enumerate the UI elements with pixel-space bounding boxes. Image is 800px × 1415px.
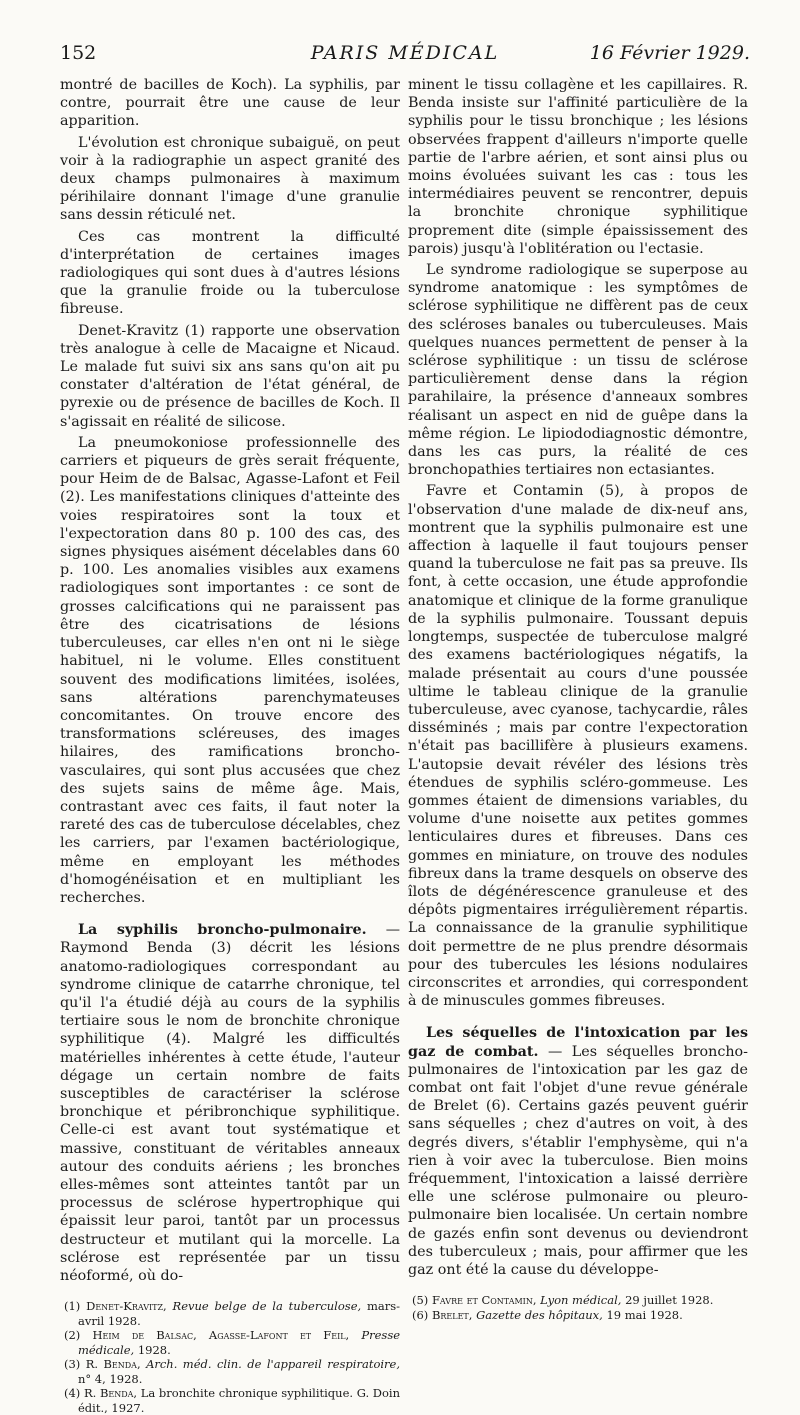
page-number: 152 [60, 42, 97, 64]
page-header [60, 40, 750, 76]
paragraph: montré de bacilles de Koch). La syphilis, par contre, pourrait être une cause de leur apparition. [60, 77, 400, 130]
paragraph: L'évolution est chronique subaiguë, on peut voir à la radiographie un aspect granité des deux champs pulmonaires à maximum périhilaire donnant l'image d'une granulie sans dessin réticulé net. [60, 134, 400, 224]
section-body: — Raymond Benda (3) décrit les lésions anatomo-radiologiques correspondant au syndrome clinique de catarrhe chronique, tel qu'il l'a étudié déjà au cours de la syphilis tertiaire sous le nom de bronchite chronique syphilitique (4). Malgré les difficultés matérielles inhérentes à cette étude, l'auteur dégage un certain nombre de faits susceptibles de caractériser la sclérose bronchique et péribronchique syphilitique. Celle-ci est avant tout systématique et massive, constituant de véritables anneaux autour des conduits aériens ; les bronches elles-mêmes sont atteintes tantôt par un processus de sclérose hypertrophique qui épaissit leur paroi, tantôt par un processus destructeur et mutilant qui la morcelle. La sclérose est représentée par un tissu néoformé, où do- [60, 922, 400, 1284]
journal-title: PARIS MÉDICAL [310, 42, 500, 64]
left-column [60, 76, 400, 1415]
footnote: (2) Heim de Balsac, Agasse-Lafont et Feil, Presse médicale, 1928. [64, 1328, 401, 1357]
issue-date: 16 Février 1929. [589, 42, 750, 64]
paragraph: minent le tissu collagène et les capillaires. R. Benda insiste sur l'affinité particulière de la syphilis pour le tissu bronchique ; les lésions observées frappent d'ailleurs n'importe quelle partie de l'arbre aérien, et sont ainsi plus ou moins évoluées suivant les cas : tous les intermédiaires peuvent se rencontrer, depuis la bronchite chronique syphilitique proprement dite (simple épaississement des parois) jusqu'à l'oblitération ou l'ectasie. [408, 77, 748, 257]
footnote: (6) Brelet, Gazette des hôpitaux, 19 mai 1928. [412, 1307, 683, 1322]
section-heading: La syphilis broncho-pulmonaire. [78, 922, 367, 939]
paragraph: Denet-Kravitz (1) rapporte une observation très analogue à celle de Macaigne et Nicaud. Le malade fut suivi six ans sans qu'on ait pu constater d'altération de l'état général, de pyrexie ou de présence de bacilles de Koch. Il s'agissait en réalité de silicose. [60, 322, 400, 430]
paragraph: Le syndrome radiologique se superpose au syndrome anatomique : les symptômes de sclérose syphilitique ne diffèrent pas de ceux des scléroses banales ou tuberculeuses. Mais quelques nuances permettent de penser à la sclérose syphilitique : un tissu de sclérose particulièrement dense dans la région parahilaire, la présence d'anneaux sombres réalisant un aspect en nid de guêpe dans la même région. Le lipiododiagnostic démontre, dans les cas purs, la réalité de ces bronchopathies tertiaires non ectasiantes. [408, 262, 748, 479]
footnotes [60, 1299, 400, 1415]
footnote: (3) R. Benda, Arch. méd. clin. de l'appareil respiratoire, n° 4, 1928. [64, 1357, 400, 1386]
section-paragraph [408, 1024, 748, 1279]
section-body: — Les séquelles broncho-pulmonaires de l'intoxication par les gaz de combat ont fait l'objet d'une revue générale de Brelet (6). Certains gazés peuvent guérir sans séquelles ; chez d'autres on voit, à des degrés divers, s'établir l'emphysème, qui n'a rien à voir avec la tuberculose. Bien moins fréquemment, l'intoxication a laissé derrière elle une sclérose pulmonaire ou pleuro-pulmonaire bien localisée. Un certain nombre de gazés enfin sont devenus ou deviendront des tuberculeux ; mais, pour affirmer que les gaz ont été la cause du développe- [408, 1043, 748, 1278]
paragraph: Ces cas montrent la difficulté d'interprétation de certaines images radiologiques qui sont dues à d'autres lésions que la granulie froide ou la tuberculose fibreuse. [60, 228, 400, 318]
paragraph: La pneumokoniose professionnelle des carriers et piqueurs de grès serait fréquente, pour Heim de de Balsac, Agasse-Lafont et Feil (2). Les manifestations cliniques d'atteinte des voies respiratoires sont la toux et l'expectoration dans 80 p. 100 des cas, des signes physiques aisément décelables dans 60 p. 100. Les anomalies visibles aux examens radiologiques sont importantes : ce sont de grosses calcifications qui ne paraissent pas être des cicatrisations de lésions tuberculeuses, car elles n'en ont ni le siège habituel, ni le volume. Elles constituent souvent des modifications limitées, isolées, sans altérations parenchymateuses concomitantes. On trouve encore des transformations scléreuses, des images hilaires, des ramifications broncho-vasculaires, qui sont plus accusées que chez des sujets sains de même âge. Mais, contrastant avec ces faits, il faut noter la rareté des cas de tuberculose décelables, chez les carriers, par l'examen bactériologique, même en employant les méthodes d'homogénéisation et en multipliant les recherches. [60, 434, 400, 906]
section-heading: Les séquelles de l'intoxication par les gaz de combat. [408, 1025, 748, 1060]
section-paragraph [60, 921, 400, 1285]
footnote: (4) R. Benda, La bronchite chronique syphilitique. G. Doin édit., 1927. [64, 1386, 401, 1415]
footnotes [408, 1293, 748, 1322]
footnote: (1) Denet-Kravitz, Revue belge de la tuberculose, mars-avril 1928. [64, 1299, 401, 1328]
paragraph: Favre et Contamin (5), à propos de l'observation d'une malade de dix-neuf ans, montrent que la syphilis pulmonaire est une affection à laquelle il faut toujours penser quand la tuberculose ne fait pas sa preuve. Ils font, à cette occasion, une étude approfondie anatomique et clinique de la forme granulique de la syphilis pulmonaire. Toussant depuis longtemps, suspectée de tuberculose malgré des examens bactériologiques négatifs, la malade présentait au cours d'une poussée ultime le tableau clinique de la granulie tuberculeuse, avec cyanose, tachycardie, râles disséminés ; mais par contre l'expectoration n'était pas bacillifère à plusieurs examens. L'autopsie devait révéler des lésions très étendues de syphilis scléro-gommeuse. Les gommes étaient de dimensions variables, du volume d'une noisette aux petites gommes lenticulaires dures et fibreuses. Dans ces gommes en miniature, on trouve des nodules fibreux dans la trame desquels on observe des îlots de dégénérescence granuleuse et des dépôts pigmentaires irrégulièrement répartis. La connaissance de la granulie syphilitique doit permettre de ne plus prendre désormais pour des tubercules les lésions nodulaires circonscrites et arrondies, qui correspondent à de minuscules gommes fibreuses. [408, 483, 748, 1010]
right-column [408, 76, 748, 1322]
footnote: (5) Favre et Contamin, Lyon médical, 29 juillet 1928. [412, 1293, 714, 1308]
